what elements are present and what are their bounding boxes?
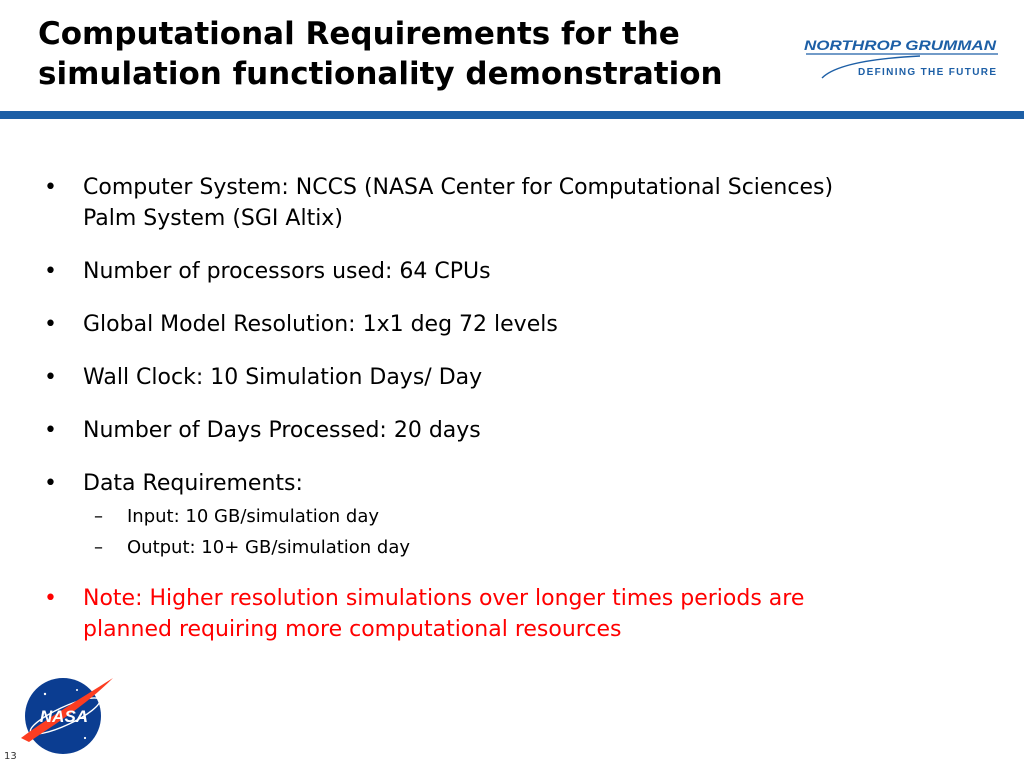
bullet-text-line-1: Computer System: NCCS (NASA Center for Computational Sciences) (83, 175, 834, 200)
dash-icon: – (94, 537, 103, 558)
northrop-grumman-wordmark: NORTHROP GRUMMAN (804, 37, 998, 53)
bullet-dot-icon: • (44, 365, 57, 390)
bullet-list (44, 172, 984, 667)
bullet-dot-icon: • (44, 471, 57, 496)
bullet-text: Global Model Resolution: 1x1 deg 72 levels (83, 312, 558, 337)
dash-icon: – (94, 506, 103, 527)
bullet-item (44, 172, 984, 234)
sub-bullet-text: Input: 10 GB/simulation day (127, 506, 380, 527)
northrop-grumman-tagline: DEFINING THE FUTURE (858, 67, 996, 78)
slide-title-line-2: simulation functionality demonstration (38, 56, 723, 92)
note-text-line-1: Note: Higher resolution simulations over longer times periods are (83, 586, 805, 611)
bullet-item (44, 468, 984, 499)
note-bullet-item (44, 583, 984, 645)
nasa-wordmark: NASA (39, 707, 89, 726)
bullet-item (44, 256, 984, 287)
bullet-item (44, 362, 984, 393)
bullet-dot-icon: • (44, 259, 57, 284)
bullet-text: Data Requirements: (83, 471, 303, 496)
sub-bullet-list (44, 501, 984, 563)
bullet-text-line-2: Palm System (SGI Altix) (83, 206, 343, 231)
bullet-dot-icon: • (44, 418, 57, 443)
slide-title-line-1: Computational Requirements for the (38, 16, 680, 52)
bullet-dot-icon: • (44, 312, 57, 337)
bullet-text: Wall Clock: 10 Simulation Days/ Day (83, 365, 483, 390)
bullet-item (44, 415, 984, 446)
sub-bullet-item (44, 501, 984, 532)
sub-bullet-item (44, 532, 984, 563)
bullet-text: Number of Days Processed: 20 days (83, 418, 481, 443)
slide-title (38, 14, 828, 94)
header-rule (0, 111, 1024, 119)
bullet-dot-icon: • (44, 175, 57, 200)
bullet-item (44, 309, 984, 340)
bullet-text: Number of processors used: 64 CPUs (83, 259, 491, 284)
page-number: 13 (4, 751, 17, 762)
northrop-grumman-logo (800, 30, 1005, 85)
sub-bullet-text: Output: 10+ GB/simulation day (127, 537, 411, 558)
nasa-logo (15, 672, 115, 757)
note-text-line-2: planned requiring more computational resources (83, 617, 622, 642)
bullet-dot-icon: • (44, 586, 57, 611)
